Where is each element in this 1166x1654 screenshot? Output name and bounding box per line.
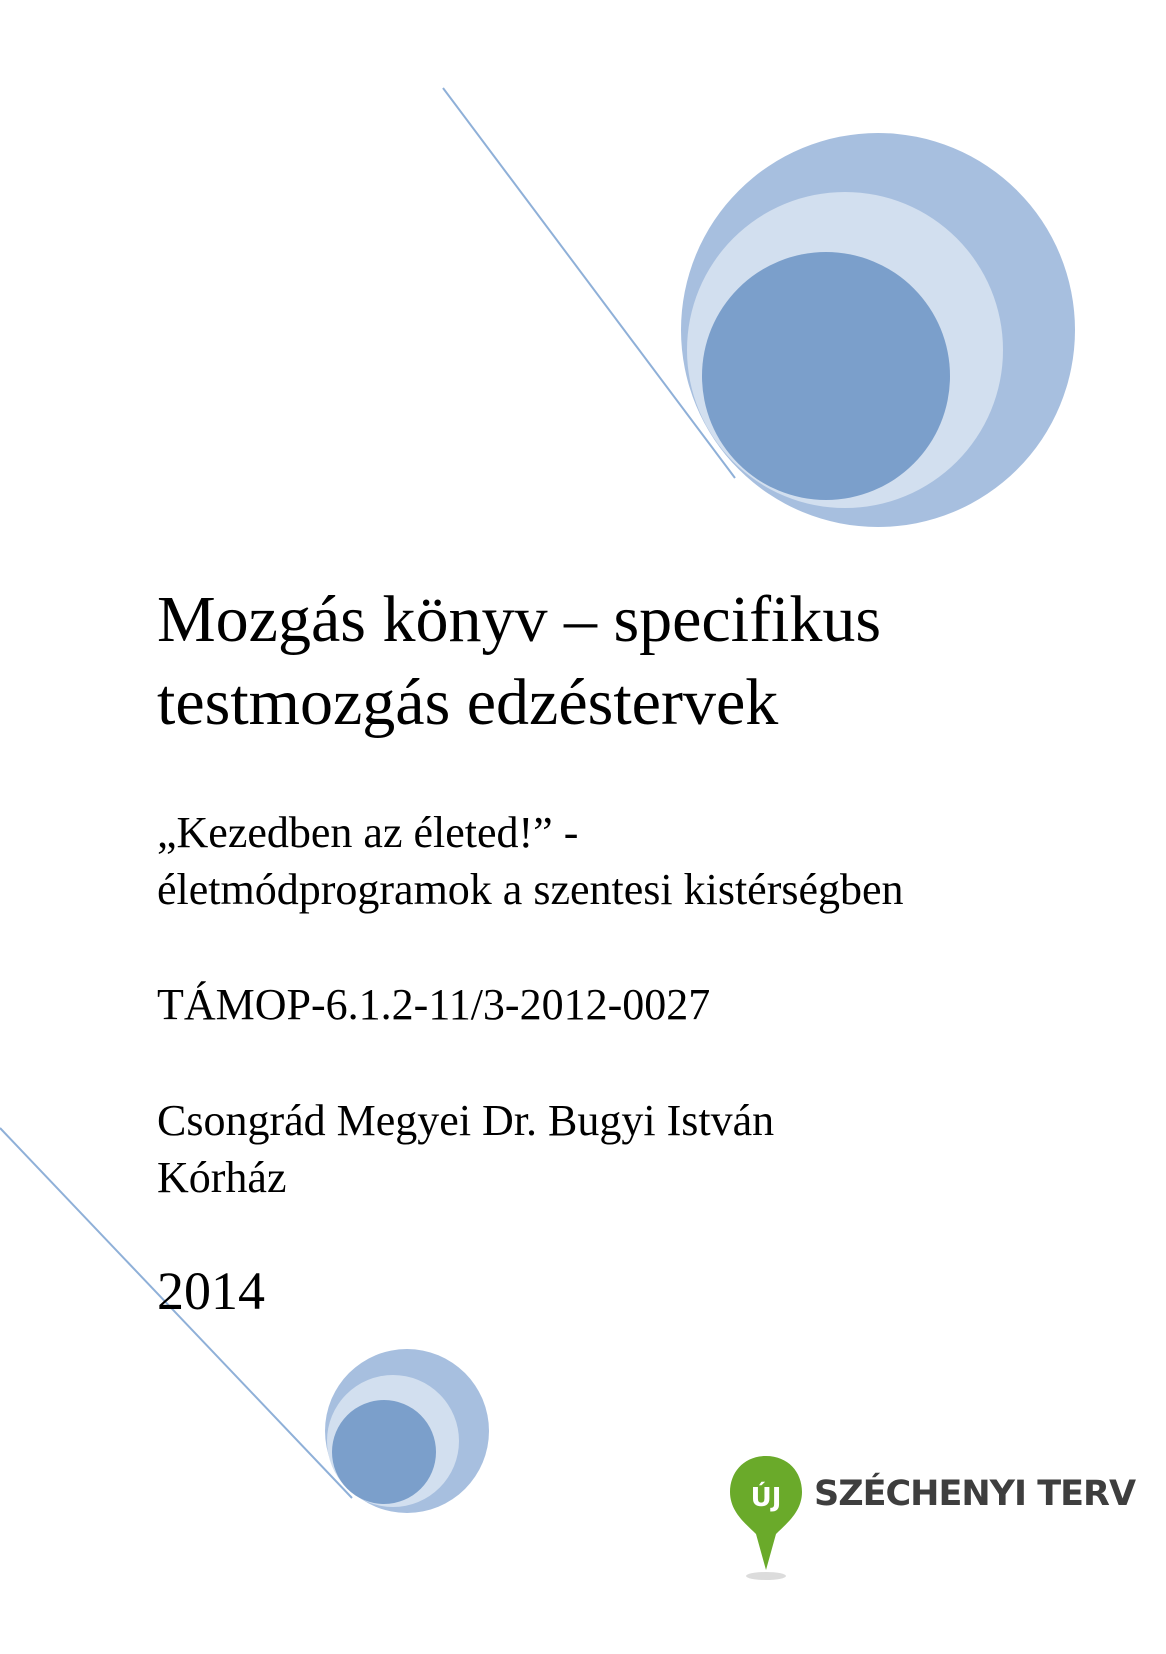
institution-line-1: Csongrád Megyei Dr. Bugyi István <box>157 1096 775 1145</box>
title-line-1: Mozgás könyv – specifikus <box>157 583 882 656</box>
project-code: TÁMOP-6.1.2-11/3-2012-0027 <box>157 980 711 1029</box>
document-subtitle <box>157 804 904 918</box>
institution-name <box>157 1092 774 1206</box>
logo-badge-text: ÚJ <box>750 1483 782 1513</box>
subtitle-line-2: életmódprogramok a szentesi kistérségben <box>157 865 904 914</box>
subtitle-line-1: „Kezedben az életed!” - <box>157 808 579 857</box>
szechenyi-terv-logo <box>724 1452 1136 1584</box>
publication-year: 2014 <box>157 1261 265 1321</box>
title-line-2: testmozgás edzéstervek <box>157 666 779 739</box>
circle-large-inner <box>702 252 950 500</box>
location-pin-icon <box>724 1452 814 1584</box>
circle-small-inner <box>332 1400 436 1504</box>
logo-name: SZÉCHENYI TERV <box>814 1474 1136 1514</box>
institution-line-2: Kórház <box>157 1153 287 1202</box>
document-title <box>157 578 881 744</box>
